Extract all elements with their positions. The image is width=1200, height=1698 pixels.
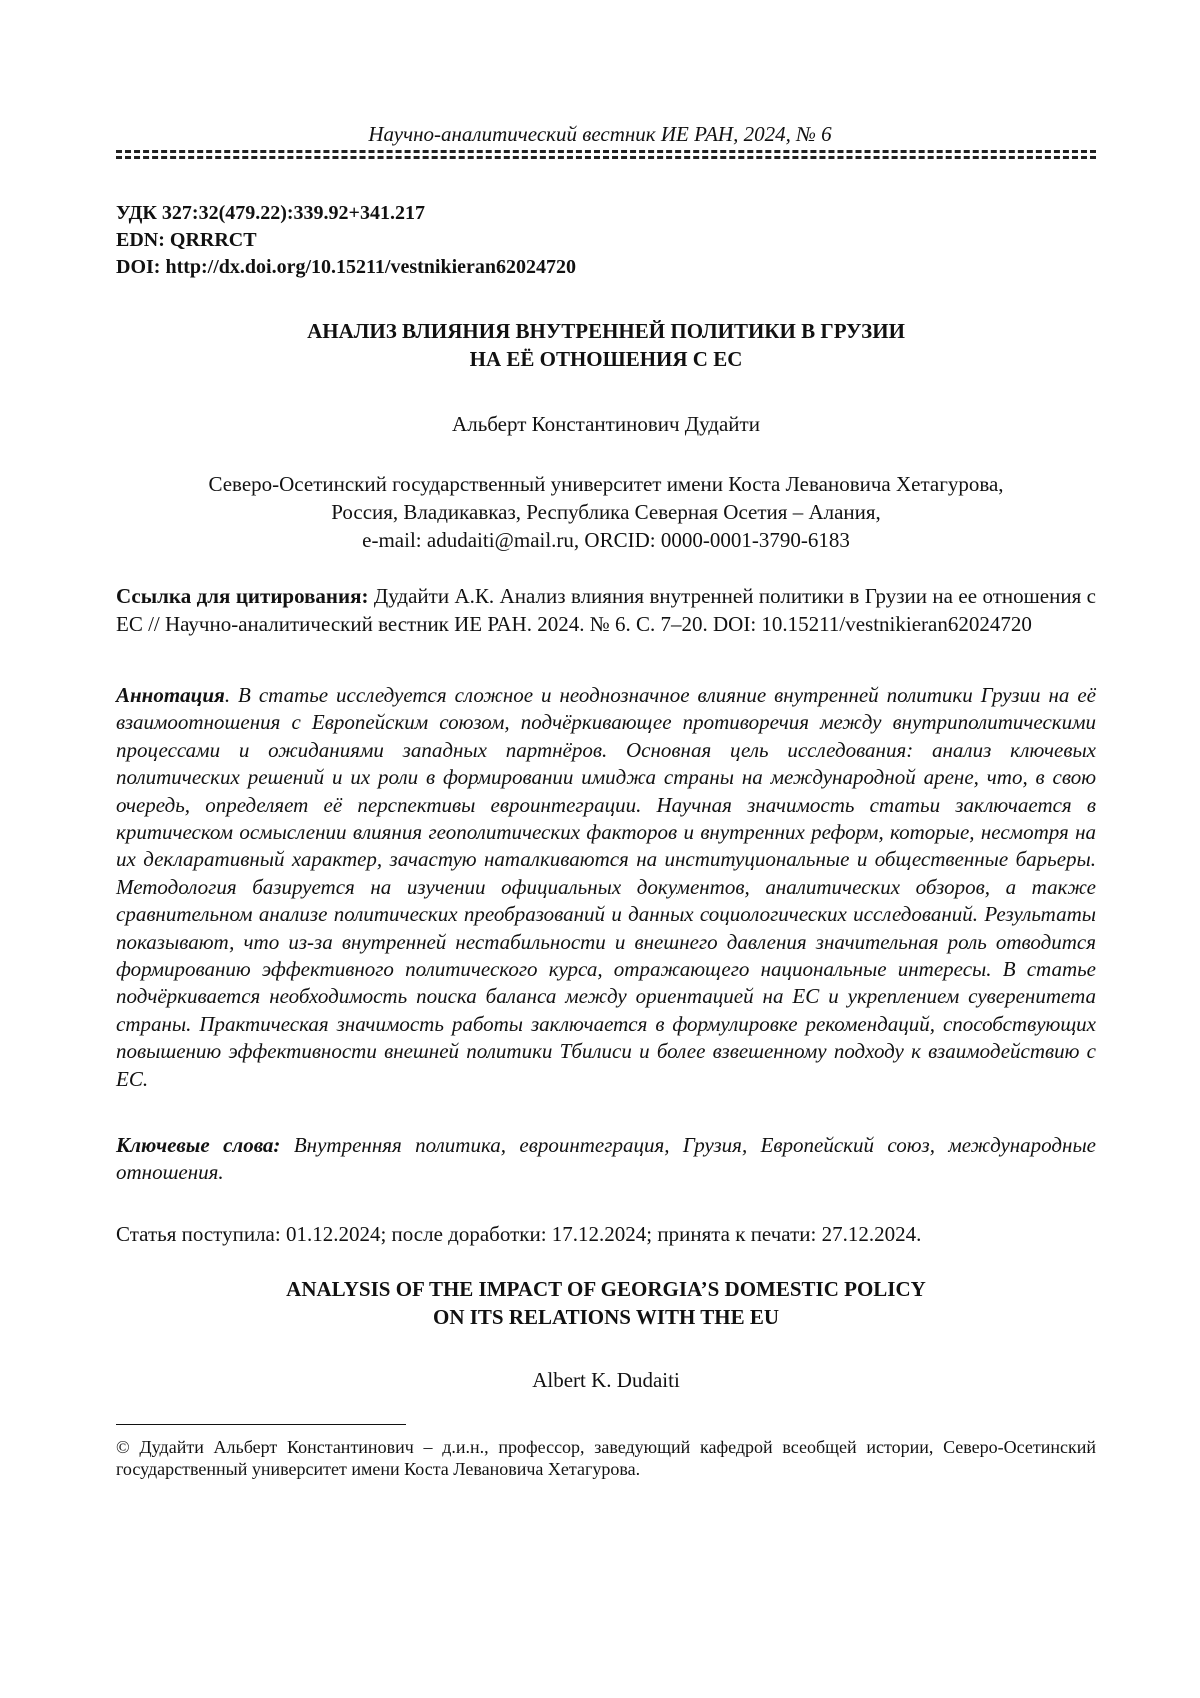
header-double-dashed-rule: [116, 150, 1096, 159]
affiliation-contact: e-mail: adudaiti@mail.ru, ORCID: 0000-0001-3790-6183: [362, 528, 850, 552]
citation-text: Дудайти А.К. Анализ влияния внутренней политики в Грузии на ее отношения с ЕС // Научно-аналитический вестник ИЕ РАН. 2024. № 6. С. 7–20. DOI: 10.15211/vestnikieran62024720: [116, 584, 1096, 636]
journal-header: Научно-аналитический вестник ИЕ РАН, 2024, № 6: [368, 122, 832, 146]
abstract-text: . В статье исследуется сложное и неоднозначное влияние внутренней политики Грузии на её взаимоотношения с Европейским союзом, подчёркивающее противоречия между внутриполитическими процессами и ожиданиями западных партнёров. Основная цель исследования: анализ ключевых политических решений и их роли в формировании имиджа страны на международной арене, что, в свою очередь, определяет её перспективы евроинтеграции. Научная значимость статьи заключается в критическом осмыслении влияния геополитических факторов и внутренних реформ, которые, несмотря на их декларативный характер, зачастую наталкиваются на институциональные и общественные барьеры. Методология базируется на изучении официальных документов, аналитических обзоров, а также сравнительном анализе политических преобразований и данных социологических исследований. Результаты показывают, что из-за внутренней нестабильности и внешнего давления значительная роль отводится формированию эффективного политического курса, отражающего национальные интересы. В статье подчёркивается необходимость поиска баланса между ориентацией на ЕС и укреплением суверенитета страны. Практическая значимость работы заключается в формулировке рекомендаций, способствующих повышению эффективности внешней политики Тбилиси и более взвешенному подходу к взаимодействию с ЕС.: [116, 683, 1096, 1091]
title-en-line-2: ON ITS RELATIONS WITH THE EU: [432, 1305, 780, 1329]
article-title-en: [116, 1275, 1096, 1331]
keywords-block: [116, 1132, 1096, 1187]
author-name-en: Albert K. Dudaiti: [532, 1368, 680, 1392]
citation-block: [116, 582, 1096, 638]
author-name-ru: Альберт Константинович Дудайти: [452, 412, 760, 436]
citation-label: Ссылка для цитирования:: [116, 584, 369, 608]
title-en-line-1: ANALYSIS OF THE IMPACT OF GEORGIA’S DOMESTIC POLICY: [286, 1277, 926, 1301]
article-identifiers: [116, 200, 576, 281]
affiliation-line-2: Россия, Владикавказ, Республика Северная Осетия – Алания,: [331, 500, 881, 524]
article-dates: Статья поступила: 01.12.2024; после доработки: 17.12.2024; принята к печати: 27.12.2024.: [116, 1222, 922, 1246]
edn-code: EDN: QRRRCT: [116, 229, 257, 251]
title-ru-line-2: НА ЕЁ ОТНОШЕНИЯ С ЕС: [469, 347, 743, 371]
keywords-label: Ключевые слова:: [116, 1133, 281, 1157]
doi-link[interactable]: DOI: http://dx.doi.org/10.15211/vestnikieran62024720: [116, 256, 577, 278]
title-ru-line-1: АНАЛИЗ ВЛИЯНИЯ ВНУТРЕННЕЙ ПОЛИТИКИ В ГРУЗИИ: [307, 319, 905, 343]
affiliation-line-1: Северо-Осетинский государственный университет имени Коста Левановича Хетагурова,: [208, 472, 1004, 496]
author-footnote: © Дудайти Альберт Константинович – д.и.н., профессор, заведующий кафедрой всеобщей истории, Северо-Осетинский государственный университет имени Коста Левановича Хетагурова.: [116, 1437, 1096, 1479]
keywords-text: Внутренняя политика, евроинтеграция, Грузия, Европейский союз, международные отношения.: [116, 1133, 1096, 1185]
abstract-label: Аннотация: [116, 683, 225, 707]
abstract-block: [116, 682, 1096, 1093]
author-affiliation: [116, 470, 1096, 554]
footnote-divider: [116, 1424, 406, 1425]
udk-code: УДК 327:32(479.22):339.92+341.217: [116, 202, 425, 224]
article-title-ru: [116, 317, 1096, 373]
